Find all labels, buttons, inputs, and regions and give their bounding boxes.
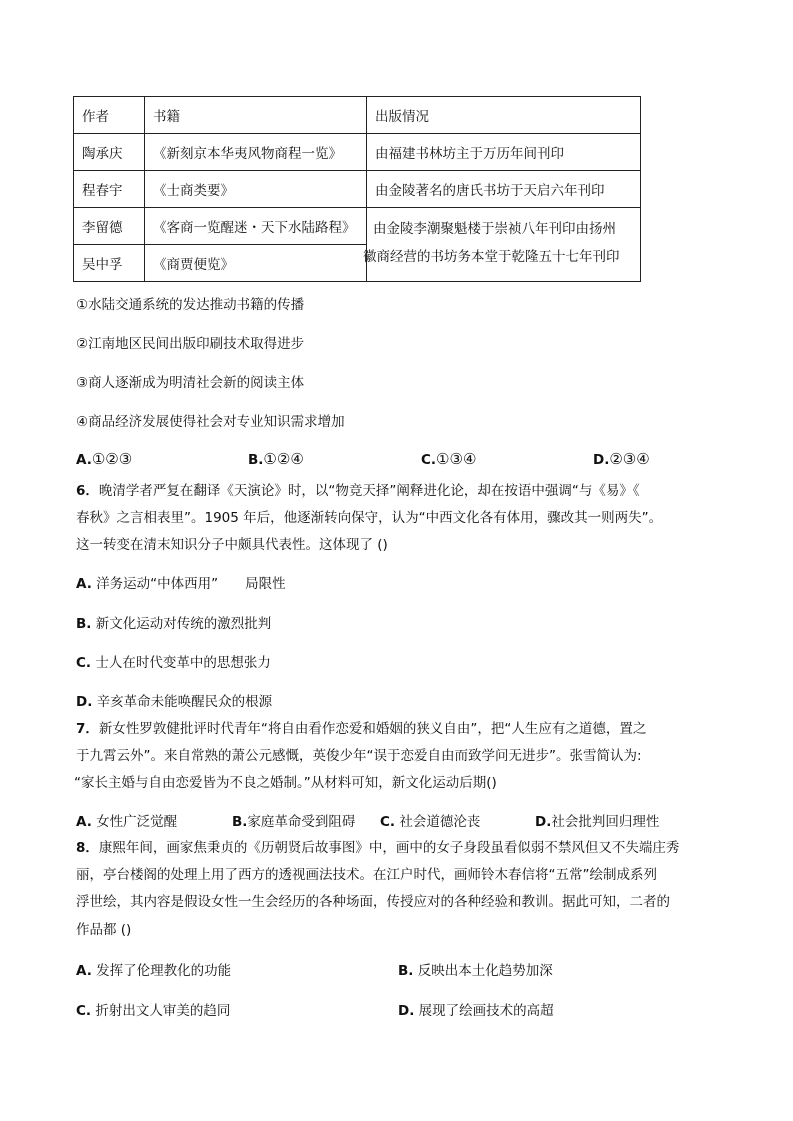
q8-option-b[interactable] [398, 959, 553, 979]
table-row [74, 208, 641, 245]
question-text: 康熙年间，画家焦秉贞的《历朝贤后故事图》中，画中的女子身段虽看似弱不禁风但又不失端庄秀 [98, 840, 680, 856]
cell-book: 《士商类要》 [145, 171, 367, 208]
q7-option-d[interactable] [535, 810, 659, 830]
option-text: 新文化运动对传统的激烈批判 [95, 616, 272, 632]
cell-publication-merged [363, 208, 641, 282]
option-text: ②③④ [609, 450, 650, 468]
q5-option-a[interactable] [76, 450, 132, 468]
question-number: 6． [76, 483, 99, 499]
cell-author: 吴中孚 [74, 245, 145, 282]
cell-publication: 由金陵著名的唐氏书坊于天启六年刊印 [367, 171, 641, 208]
statement-3: ③商人逐渐成为明清社会新的阅读主体 [76, 375, 305, 391]
q7-option-a[interactable] [76, 810, 177, 830]
option-label: B. [398, 963, 414, 979]
statement-1: ①水陆交通系统的发达推动书籍的传播 [76, 297, 305, 313]
option-label: D. [76, 694, 93, 710]
option-text: 女性广泛觉醒 [96, 814, 178, 830]
q5-option-c[interactable] [421, 450, 476, 468]
option-text: 洋务运动“中体西用” 局限性 [96, 576, 286, 592]
q7-option-b[interactable] [232, 810, 355, 830]
q8-line3: 浮世绘，其内容是假设女性一生会经历的各种场面，传授应对的各种经验和教训。据此可知，二者的 [76, 894, 670, 910]
cell-book: 《新刻京本华夷风物商程一览》 [145, 134, 367, 171]
option-label: A. [76, 576, 92, 592]
q8-option-d[interactable] [398, 999, 554, 1019]
option-label: D. [398, 1003, 415, 1019]
option-text: ①③④ [436, 450, 477, 468]
header-author: 作者 [74, 97, 145, 134]
q6-option-c[interactable] [76, 651, 271, 671]
question-text: 新女性罗敦健批评时代青年“将自由看作恋爱和婚姻的狭义自由”，把“人生应有之道德，置之 [98, 721, 647, 737]
cell-author: 陶承庆 [74, 134, 145, 171]
question-text: 晚清学者严复在翻译《天演论》时，以“物竞天择”阐释进化论，却在按语中强调“与《易》《 [98, 483, 640, 499]
option-label: B. [76, 616, 92, 632]
question-number: 7． [76, 721, 99, 737]
header-publication: 出版情况 [367, 97, 641, 134]
option-label: C. [76, 655, 92, 671]
header-book: 书籍 [145, 97, 367, 134]
option-text: 发挥了伦理教化的功能 [96, 963, 232, 979]
q7-line2: 于九霄云外”。来自常熟的萧公元感慨，英俊少年“误于恋爱自由而致学问无进步”。张雪简认为: [76, 748, 642, 764]
statement-4: ④商品经济发展使得社会对专业知识需求增加 [76, 414, 345, 430]
merged-publication-line2: 徽商经营的书坊务本堂于乾隆五十七年刊印 [363, 249, 620, 265]
option-label: A. [76, 452, 92, 468]
q6-line1 [76, 479, 640, 499]
table-row [74, 134, 641, 171]
option-label: B. [248, 452, 264, 468]
option-text: ①②④ [263, 450, 304, 468]
merged-publication-line1: 由金陵李潮聚魁楼于崇祯八年刊印由扬州 [373, 221, 616, 237]
statement-2: ②江南地区民间出版印刷技术取得进步 [76, 336, 305, 352]
option-text: 社会道德沦丧 [399, 814, 481, 830]
q5-option-b[interactable] [248, 450, 304, 468]
cell-author: 程春宇 [74, 171, 145, 208]
q6-option-d[interactable] [76, 690, 272, 710]
table-row [74, 171, 641, 208]
q5-option-d[interactable] [593, 450, 650, 468]
cell-book: 《客商一览醒迷・天下水陆路程》 [145, 208, 367, 245]
q8-option-c[interactable] [76, 999, 230, 1019]
option-text: 辛亥革命未能唤醒民众的根源 [96, 694, 273, 710]
option-text: 士人在时代变革中的思想张力 [95, 655, 271, 671]
option-label: D. [593, 452, 610, 468]
option-text: 折射出文人审美的趋同 [95, 1003, 231, 1019]
option-label: C. [76, 1003, 92, 1019]
q8-option-a[interactable] [76, 959, 231, 979]
table-header-row [74, 97, 641, 134]
q6-line3: 这一转变在清末知识分子中颇具代表性。这体现了 () [76, 537, 388, 553]
q8-line1 [76, 836, 679, 856]
option-text: 反映出本土化趋势加深 [417, 963, 553, 979]
q7-option-c[interactable] [380, 810, 480, 830]
option-label: D. [535, 814, 552, 830]
cell-author: 李留德 [74, 208, 145, 245]
option-label: A. [76, 963, 92, 979]
option-label: C. [421, 452, 437, 468]
q7-line1 [76, 717, 646, 737]
option-text: 社会批判回归理性 [551, 814, 660, 830]
q8-line2: 丽，亭台楼阁的处理上用了西方的透视画法技术。在江户时代，画师铃木春信将“五常”绘制成系列 [76, 867, 657, 883]
option-text: ①②③ [91, 450, 133, 468]
books-table [73, 96, 641, 282]
q6-option-a[interactable] [76, 572, 286, 592]
option-text: 家庭革命受到阻碍 [247, 814, 356, 830]
q6-line2: 春秋》之言相表里”。1905 年后，他逐渐转向保守，认为“中西文化各有体用，骤改其一则两失”。 [76, 510, 663, 526]
q6-option-b[interactable] [76, 612, 271, 632]
q7-line3: “家长主婚与自由恋爱皆为不良之婚制。”从材料可知，新文化运动后期() [74, 775, 497, 791]
option-text: 展现了绘画技术的高超 [418, 1003, 554, 1019]
option-label: C. [380, 814, 396, 830]
cell-publication: 由福建书林坊主于万历年间刊印 [367, 134, 641, 171]
cell-book: 《商贾便览》 [145, 245, 367, 282]
option-label: B. [232, 814, 248, 830]
option-label: A. [76, 814, 92, 830]
q8-line4: 作品都 () [76, 922, 132, 938]
question-number: 8． [76, 840, 99, 856]
